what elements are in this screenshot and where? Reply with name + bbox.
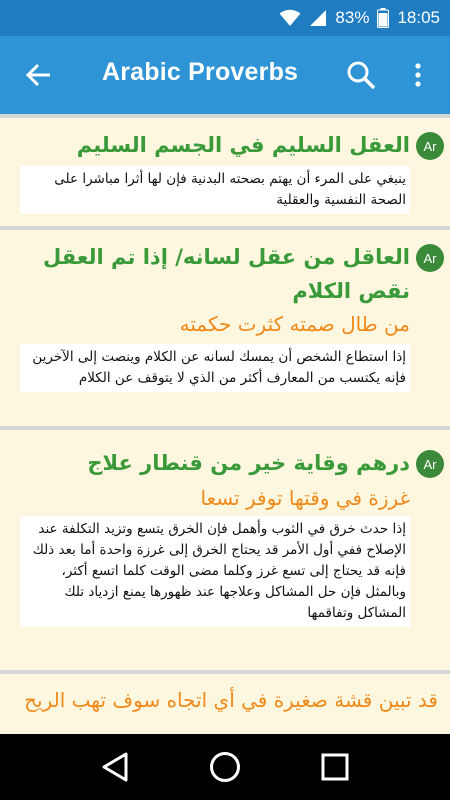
search-button[interactable] xyxy=(340,54,382,96)
language-badge: Ar xyxy=(416,450,444,478)
proverb-card[interactable] xyxy=(0,118,450,226)
clock: 18:05 xyxy=(397,8,440,27)
more-vert-icon xyxy=(415,63,421,87)
circle-home-icon xyxy=(209,751,241,783)
nav-recents-button[interactable] xyxy=(315,747,355,787)
back-button[interactable] xyxy=(18,54,60,96)
triangle-back-icon xyxy=(101,752,129,782)
language-badge: Ar xyxy=(416,244,444,272)
battery-icon xyxy=(377,8,389,28)
nav-back-button[interactable] xyxy=(95,747,135,787)
proverb-variant: قد تبين قشة صغيرة في أي اتجاه سوف تهب الريح xyxy=(24,688,438,712)
proverb-card[interactable] xyxy=(0,230,450,426)
search-icon xyxy=(346,60,376,90)
arrow-back-icon xyxy=(26,63,52,87)
wifi-icon xyxy=(279,9,301,27)
proverb-explanation: إذا استطاع الشخص أن يمسك لسانه عن الكلام وينصت إلى الآخرين فإنه يكتسب من المعارف أكثر من الذي لا يتوقف عن الكلام xyxy=(20,344,410,392)
language-badge: Ar xyxy=(416,132,444,160)
nav-home-button[interactable] xyxy=(205,747,245,787)
proverb-text: العاقل من عقل لسانه/ إذا تم العقل نقص الكلام xyxy=(42,245,410,303)
proverb-text: العقل السليم في الجسم السليم xyxy=(76,133,410,157)
proverb-variant: من طال صمته كثرت حكمته xyxy=(179,312,410,336)
proverb-card[interactable] xyxy=(0,674,450,734)
square-recents-icon xyxy=(321,753,349,781)
system-nav-bar xyxy=(0,734,450,800)
proverb-explanation: إذا حدث خرق في الثوب وأهمل فإن الخرق يتسع وتزيد التكلفة عند الإصلاح ففي أول الأمر قد يحتاج الخرق إلى غرزة واحدة أما بعد ذلك فإنه قد يحتاج إلى تسع غرز وكلما مضى الوقت كلما اتسع أكثر، وبالمثل فإن حل المشاكل وعلاجها عند ظهورها يمنع ازدياد تلك المشاكل وتفاقمها xyxy=(20,516,410,627)
app-bar xyxy=(0,36,450,114)
proverb-text: درهم وقاية خير من قنطار علاج xyxy=(87,451,410,475)
overflow-menu-button[interactable] xyxy=(400,54,436,96)
battery-percent: 83% xyxy=(335,8,370,27)
page-title: Arabic Proverbs xyxy=(102,58,299,86)
proverb-explanation: ينبغي على المرء أن يهتم بصحته البدنية فإن لها أثرا مباشرا على الصحة النفسية والعقلية xyxy=(20,166,410,214)
status-bar xyxy=(0,0,450,36)
proverb-variant: غرزة في وقتها توفر تسعا xyxy=(200,486,410,510)
proverb-list[interactable] xyxy=(0,114,450,734)
proverb-card[interactable] xyxy=(0,430,450,670)
signal-icon xyxy=(309,9,327,27)
